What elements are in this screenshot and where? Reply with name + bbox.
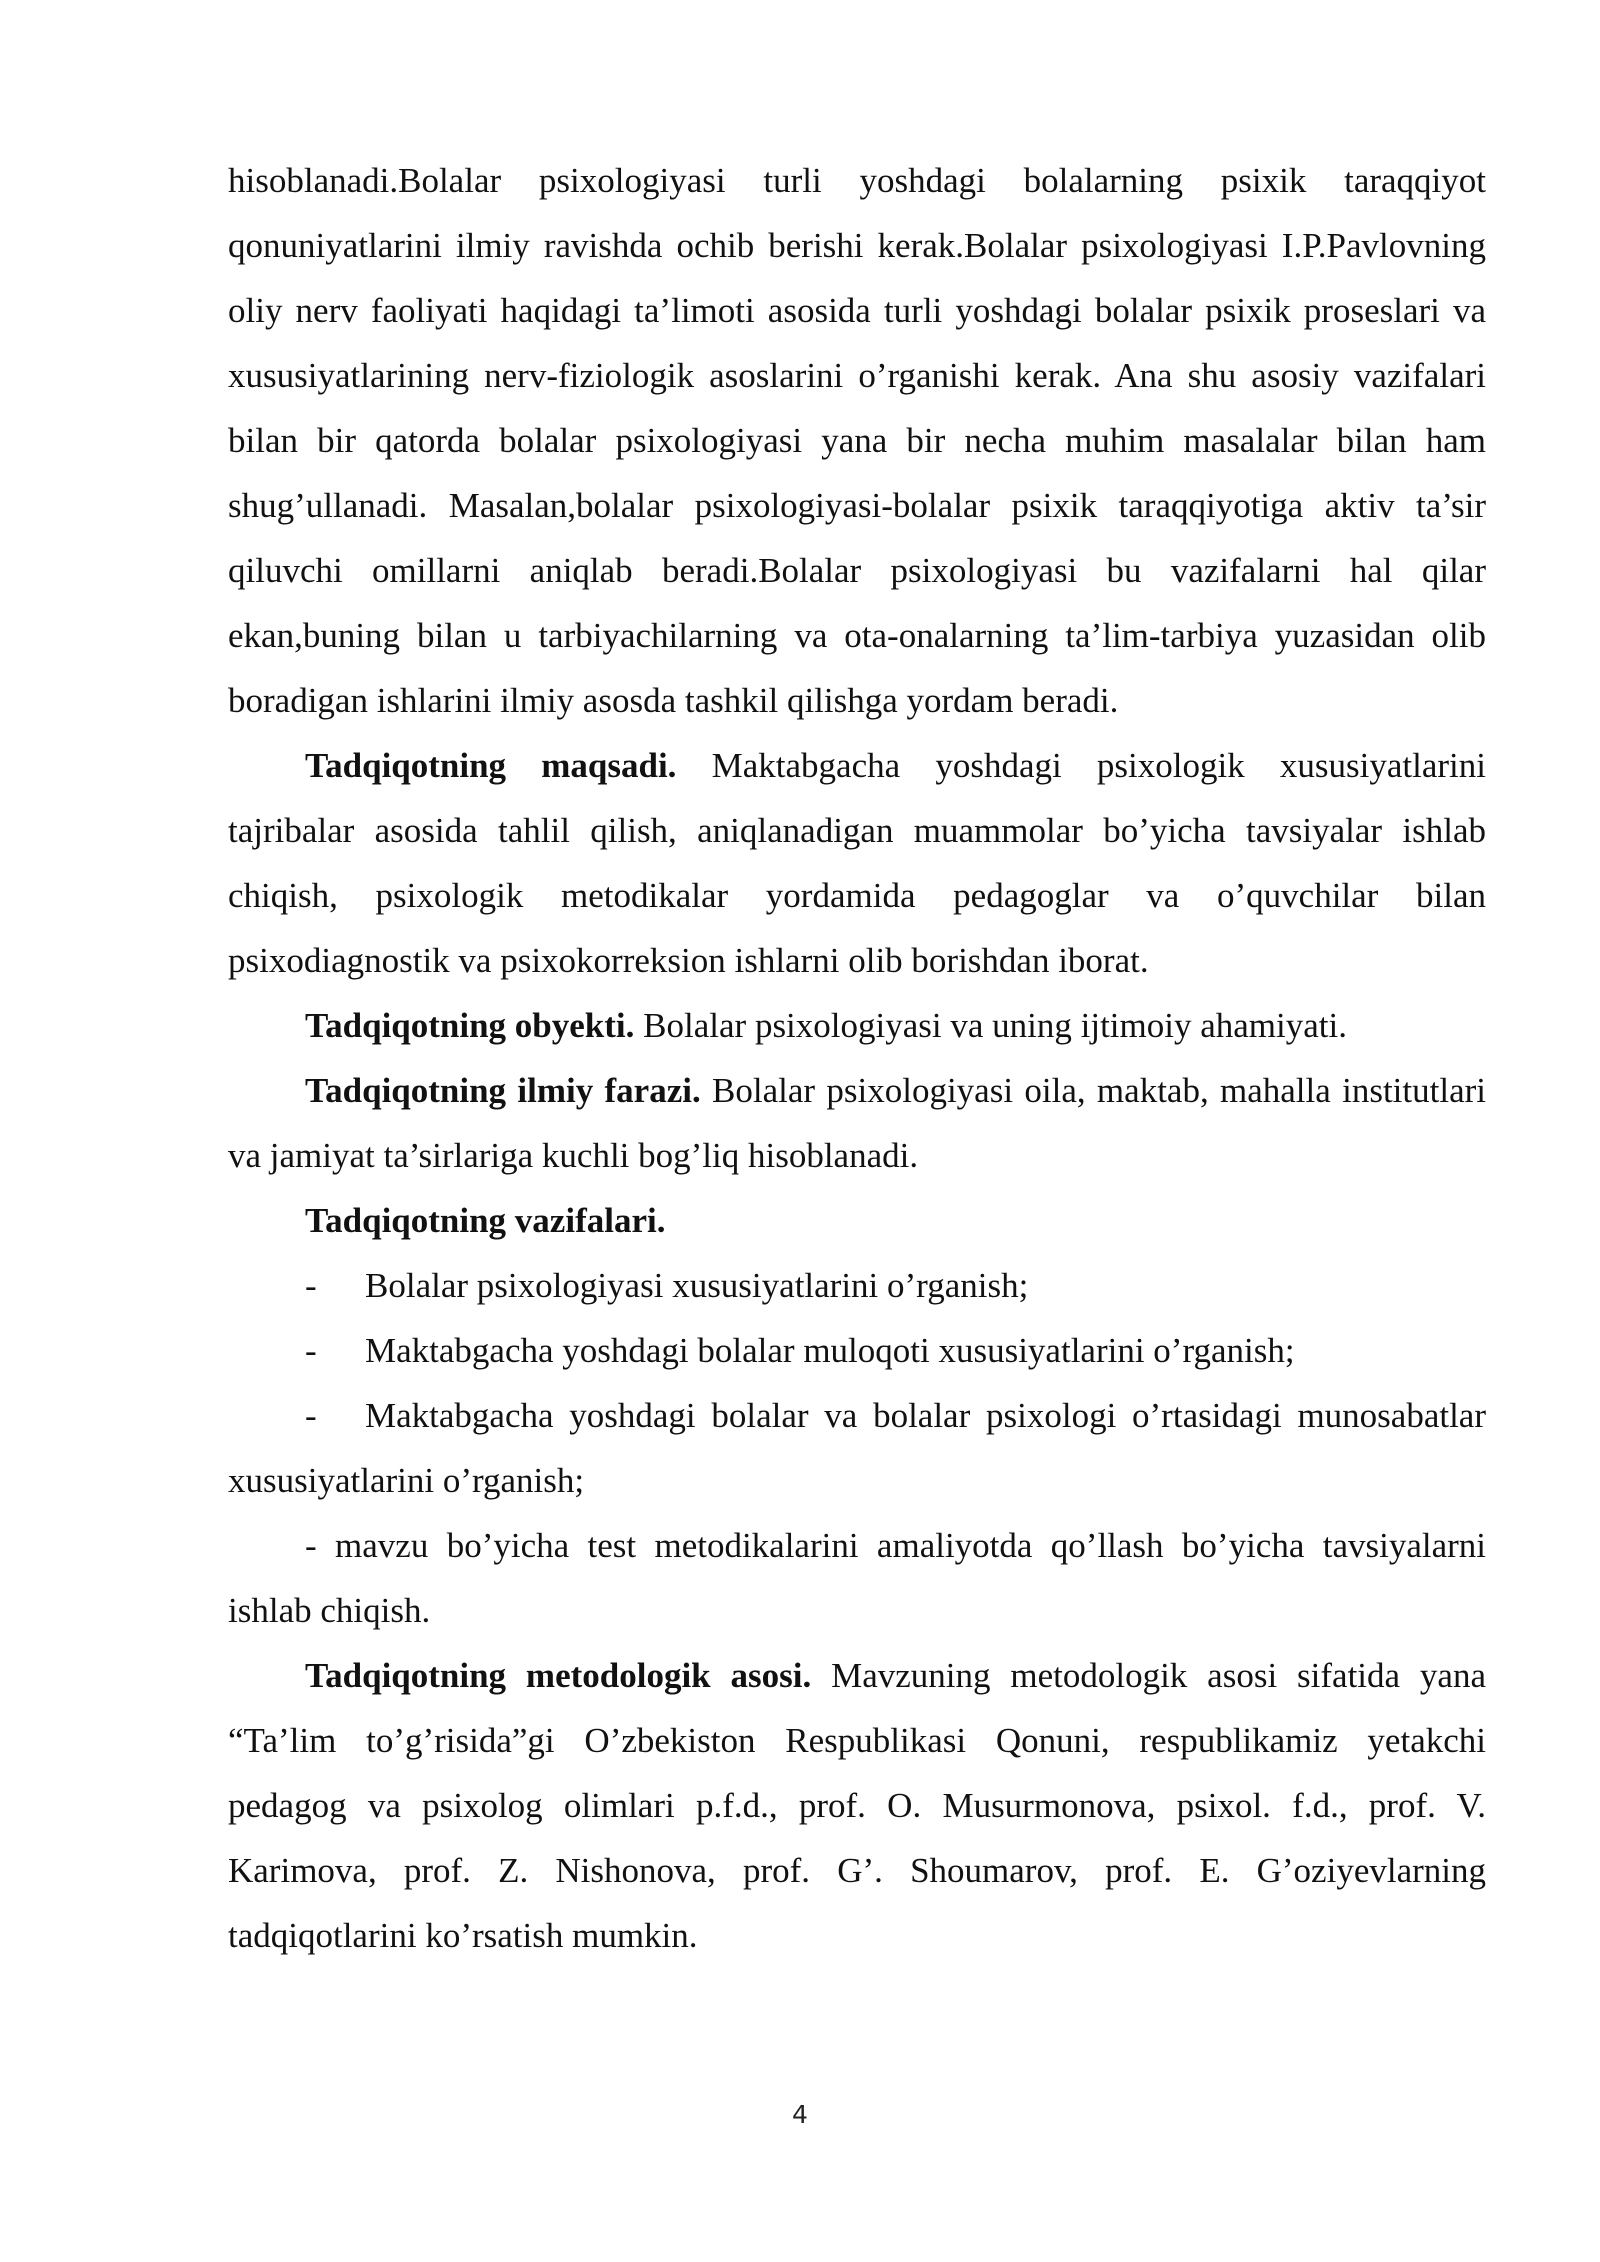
method-paragraph [228, 1643, 1486, 1968]
method-text: Mavzuning metodologik asosi sifatida yana “Ta’lim to’g’risida”gi O’zbekiston Respublikasi Qonuni, respublikamiz yetakchi pedagog va psixolog olimlari p.f.d., prof. O. Musurmonova, psixol. f.d., prof. V. Karimova, prof. Z. Nishonova, prof. G’. Shoumarov, prof. E. G’oziyevlarning tadqiqotlarini ko’rsatish mumkin. [228, 1656, 1486, 1955]
intro-paragraph: hisoblanadi.Bolalar psixologiyasi turli yoshdagi bolalarning psixik taraqqiyot qonuniyatlarini ilmiy ravishda ochib berishi kerak.Bolalar psixologiyasi I.P.Pavlovning oliy nerv faoliyati haqidagi ta’limoti asosida turli yoshdagi bolalar psixik proseslari va xususiyatlarining nerv-fiziologik asoslarini o’rganishi kerak. Ana shu asosiy vazifalari bilan bir qatorda bolalar psixologiyasi yana bir necha muhim masalalar bilan ham shug’ullanadi. Masalan,bolalar psixologiyasi-bolalar psixik taraqqiyotiga aktiv ta’sir qiluvchi omillarni aniqlab beradi.Bolalar psixologiyasi bu vazifalarni hal qilar ekan,buning bilan u tarbiyachilarning va ota-onalarning ta’lim-tarbiya yuzasidan olib boradigan ishlarini ilmiy asosda tashkil qilishga yordam beradi. [228, 161, 1486, 720]
list-item [228, 1513, 1486, 1643]
hypothesis-label: Tadqiqotning ilmiy farazi. [305, 1071, 701, 1110]
document-page [228, 148, 1486, 1968]
list-dash: - [305, 1396, 317, 1435]
list-dash: - [305, 1526, 317, 1565]
list-item-text: Maktabgacha yoshdagi bolalar muloqoti xususiyatlarini o’rganish; [365, 1331, 1295, 1370]
list-item [228, 1253, 1486, 1318]
hypothesis-text: Bolalar psixologiyasi oila, maktab, mahalla institutlari va jamiyat ta’sirlariga kuchli bog’liq hisoblanadi. [228, 1071, 1486, 1175]
goal-label: Tadqiqotning maqsadi. [305, 746, 677, 785]
goal-paragraph [228, 733, 1486, 993]
list-item [228, 1318, 1486, 1383]
method-label: Tadqiqotning metodologik asosi. [305, 1656, 812, 1695]
hypothesis-paragraph [228, 1058, 1486, 1188]
object-label: Tadqiqotning obyekti. [305, 1006, 635, 1045]
tasks-heading [228, 1188, 1486, 1253]
list-dash: - [305, 1331, 317, 1370]
list-item [228, 1383, 1486, 1513]
page-number: 4 [792, 2100, 808, 2129]
object-paragraph [228, 993, 1486, 1058]
tasks-label: Tadqiqotning vazifalari. [305, 1201, 666, 1240]
object-text: Bolalar psixologiyasi va uning ijtimoiy ahamiyati. [634, 1006, 1347, 1045]
goal-text: Maktabgacha yoshdagi psixologik xususiyatlarini tajribalar asosida tahlil qilish, aniqlanadigan muammolar bo’yicha tavsiyalar ishlab chiqish, psixologik metodikalar yordamida pedagoglar va o’quvchilar bilan psixodiagnostik va psixokorreksion ishlarni olib borishdan iborat. [228, 746, 1486, 980]
list-item-text: Bolalar psixologiyasi xususiyatlarini o’rganish; [365, 1266, 1029, 1305]
list-dash: - [305, 1266, 317, 1305]
list-item-text: Maktabgacha yoshdagi bolalar va bolalar psixologi o’rtasidagi munosabatlar xususiyatlarini o’rganish; [228, 1396, 1486, 1500]
list-item-text: mavzu bo’yicha test metodikalarini amaliyotda qo’llash bo’yicha tavsiyalarni ishlab chiqish. [228, 1526, 1487, 1630]
